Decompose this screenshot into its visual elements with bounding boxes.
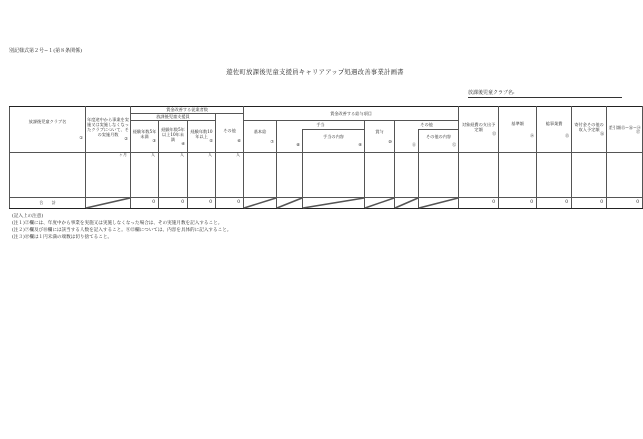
plan-table (9, 106, 643, 209)
header-exp-under5: 経験年数5年未満 ③ (131, 121, 159, 153)
total-other-pay-detail-void (419, 198, 459, 209)
input-donation[interactable] (572, 153, 607, 198)
note-3: (注３)⑰欄は１円未満の端数は切り捨てること。 (12, 235, 113, 240)
total-exp-under5: 0 (131, 198, 159, 209)
total-bonus-void (365, 198, 395, 209)
input-standard[interactable] (499, 153, 537, 198)
input-bonus[interactable] (365, 153, 395, 198)
input-other-staff[interactable]: 人 (216, 153, 244, 198)
header-other-pay-detail: その他の内容 ⑫ (419, 130, 459, 153)
total-allow-detail-void (303, 198, 365, 209)
header-exp-10plus: 経験年数10年以上 ⑤ (188, 121, 216, 153)
total-allow-void (277, 198, 303, 209)
note-2: (注２)⑦欄及び⑩欄には該当する人数を記入すること。⑨⑫欄については、内容を具体的に記入すること。 (12, 228, 232, 233)
header-allow: 手当 (277, 121, 365, 130)
total-other-staff: 0 (216, 198, 244, 209)
input-exp-10plus[interactable]: 人 (188, 153, 216, 198)
notes-heading: (記入上の注意) (12, 214, 44, 219)
header-standard: 基準額 ⑭ (499, 107, 537, 153)
header-diff: 差引額⑮−⑯−⑭ ⑰ (607, 107, 643, 153)
input-base[interactable] (244, 153, 277, 198)
input-allow[interactable] (277, 153, 303, 198)
header-months: 年度途中から事業を実施又は実施しなくなったクラブについて、その実施月数 ② (86, 107, 131, 153)
header-exp-5to10: 経験年数5年以上10年未満 ④ (159, 121, 188, 153)
total-diff: 0 (607, 198, 643, 209)
input-other-pay[interactable] (395, 153, 419, 198)
input-diff[interactable] (607, 153, 643, 198)
club-name-label: 放課後児童クラブ名: (468, 90, 515, 96)
header-base: 基本給 ⑦ (244, 121, 277, 153)
header-allow-no: ⑧ (277, 130, 303, 153)
header-bonus: 賞与 ⑩ (365, 121, 395, 153)
header-staff-group: 賃金改善する従業者数 (131, 107, 244, 114)
input-exp-under5[interactable]: 人 (131, 153, 159, 198)
header-other-pay-no: ⑪ (395, 130, 419, 153)
total-donation: 0 (572, 198, 607, 209)
notes-block (12, 213, 231, 241)
note-1: (注１)②欄には、年度中から事業を実施又は実施しなくなった場合は、その実施月数を記入すること。 (12, 221, 223, 226)
header-total-cost: 総事業費 ⑮ (537, 107, 572, 153)
header-pay-group: 賃金改善する給与項目 (244, 107, 459, 121)
total-label: 合 計 (10, 198, 86, 209)
total-months-void (86, 198, 131, 209)
input-other-pay-detail[interactable] (419, 153, 459, 198)
total-exp-5to10: 0 (159, 198, 188, 209)
header-supporters-group: 放課後児童支援員 (131, 114, 216, 121)
total-base-void (244, 198, 277, 209)
total-standard: 0 (499, 198, 537, 209)
input-club-name[interactable] (10, 153, 86, 198)
form-id: 別記様式第２号−１(第８条関係) (9, 48, 83, 54)
header-other-pay: その他 (395, 121, 459, 130)
total-planned: 0 (459, 198, 499, 209)
header-planned: 対象経費の支出予定額 ⑬ (459, 107, 499, 153)
input-total-cost[interactable] (537, 153, 572, 198)
input-exp-5to10[interactable]: 人 (159, 153, 188, 198)
total-exp-10plus: 0 (188, 198, 216, 209)
input-allow-detail[interactable] (303, 153, 365, 198)
total-other-pay-void (395, 198, 419, 209)
header-other-staff: その他 ⑥ (216, 114, 244, 153)
total-total-cost: 0 (537, 198, 572, 209)
header-allow-detail: 手当の内容 ⑨ (303, 130, 365, 153)
input-planned[interactable] (459, 153, 499, 198)
header-donation: 寄付金その他の収入予定額 ⑯ (572, 107, 607, 153)
club-name-field[interactable] (468, 89, 622, 98)
input-months[interactable]: ヶ月 (86, 153, 131, 198)
document-title: 遊佐町放課後児童支援員キャリアアップ処遇改善事業計画書 (226, 68, 404, 76)
header-club-name: 放課後児童クラブ名 ① (10, 107, 86, 153)
